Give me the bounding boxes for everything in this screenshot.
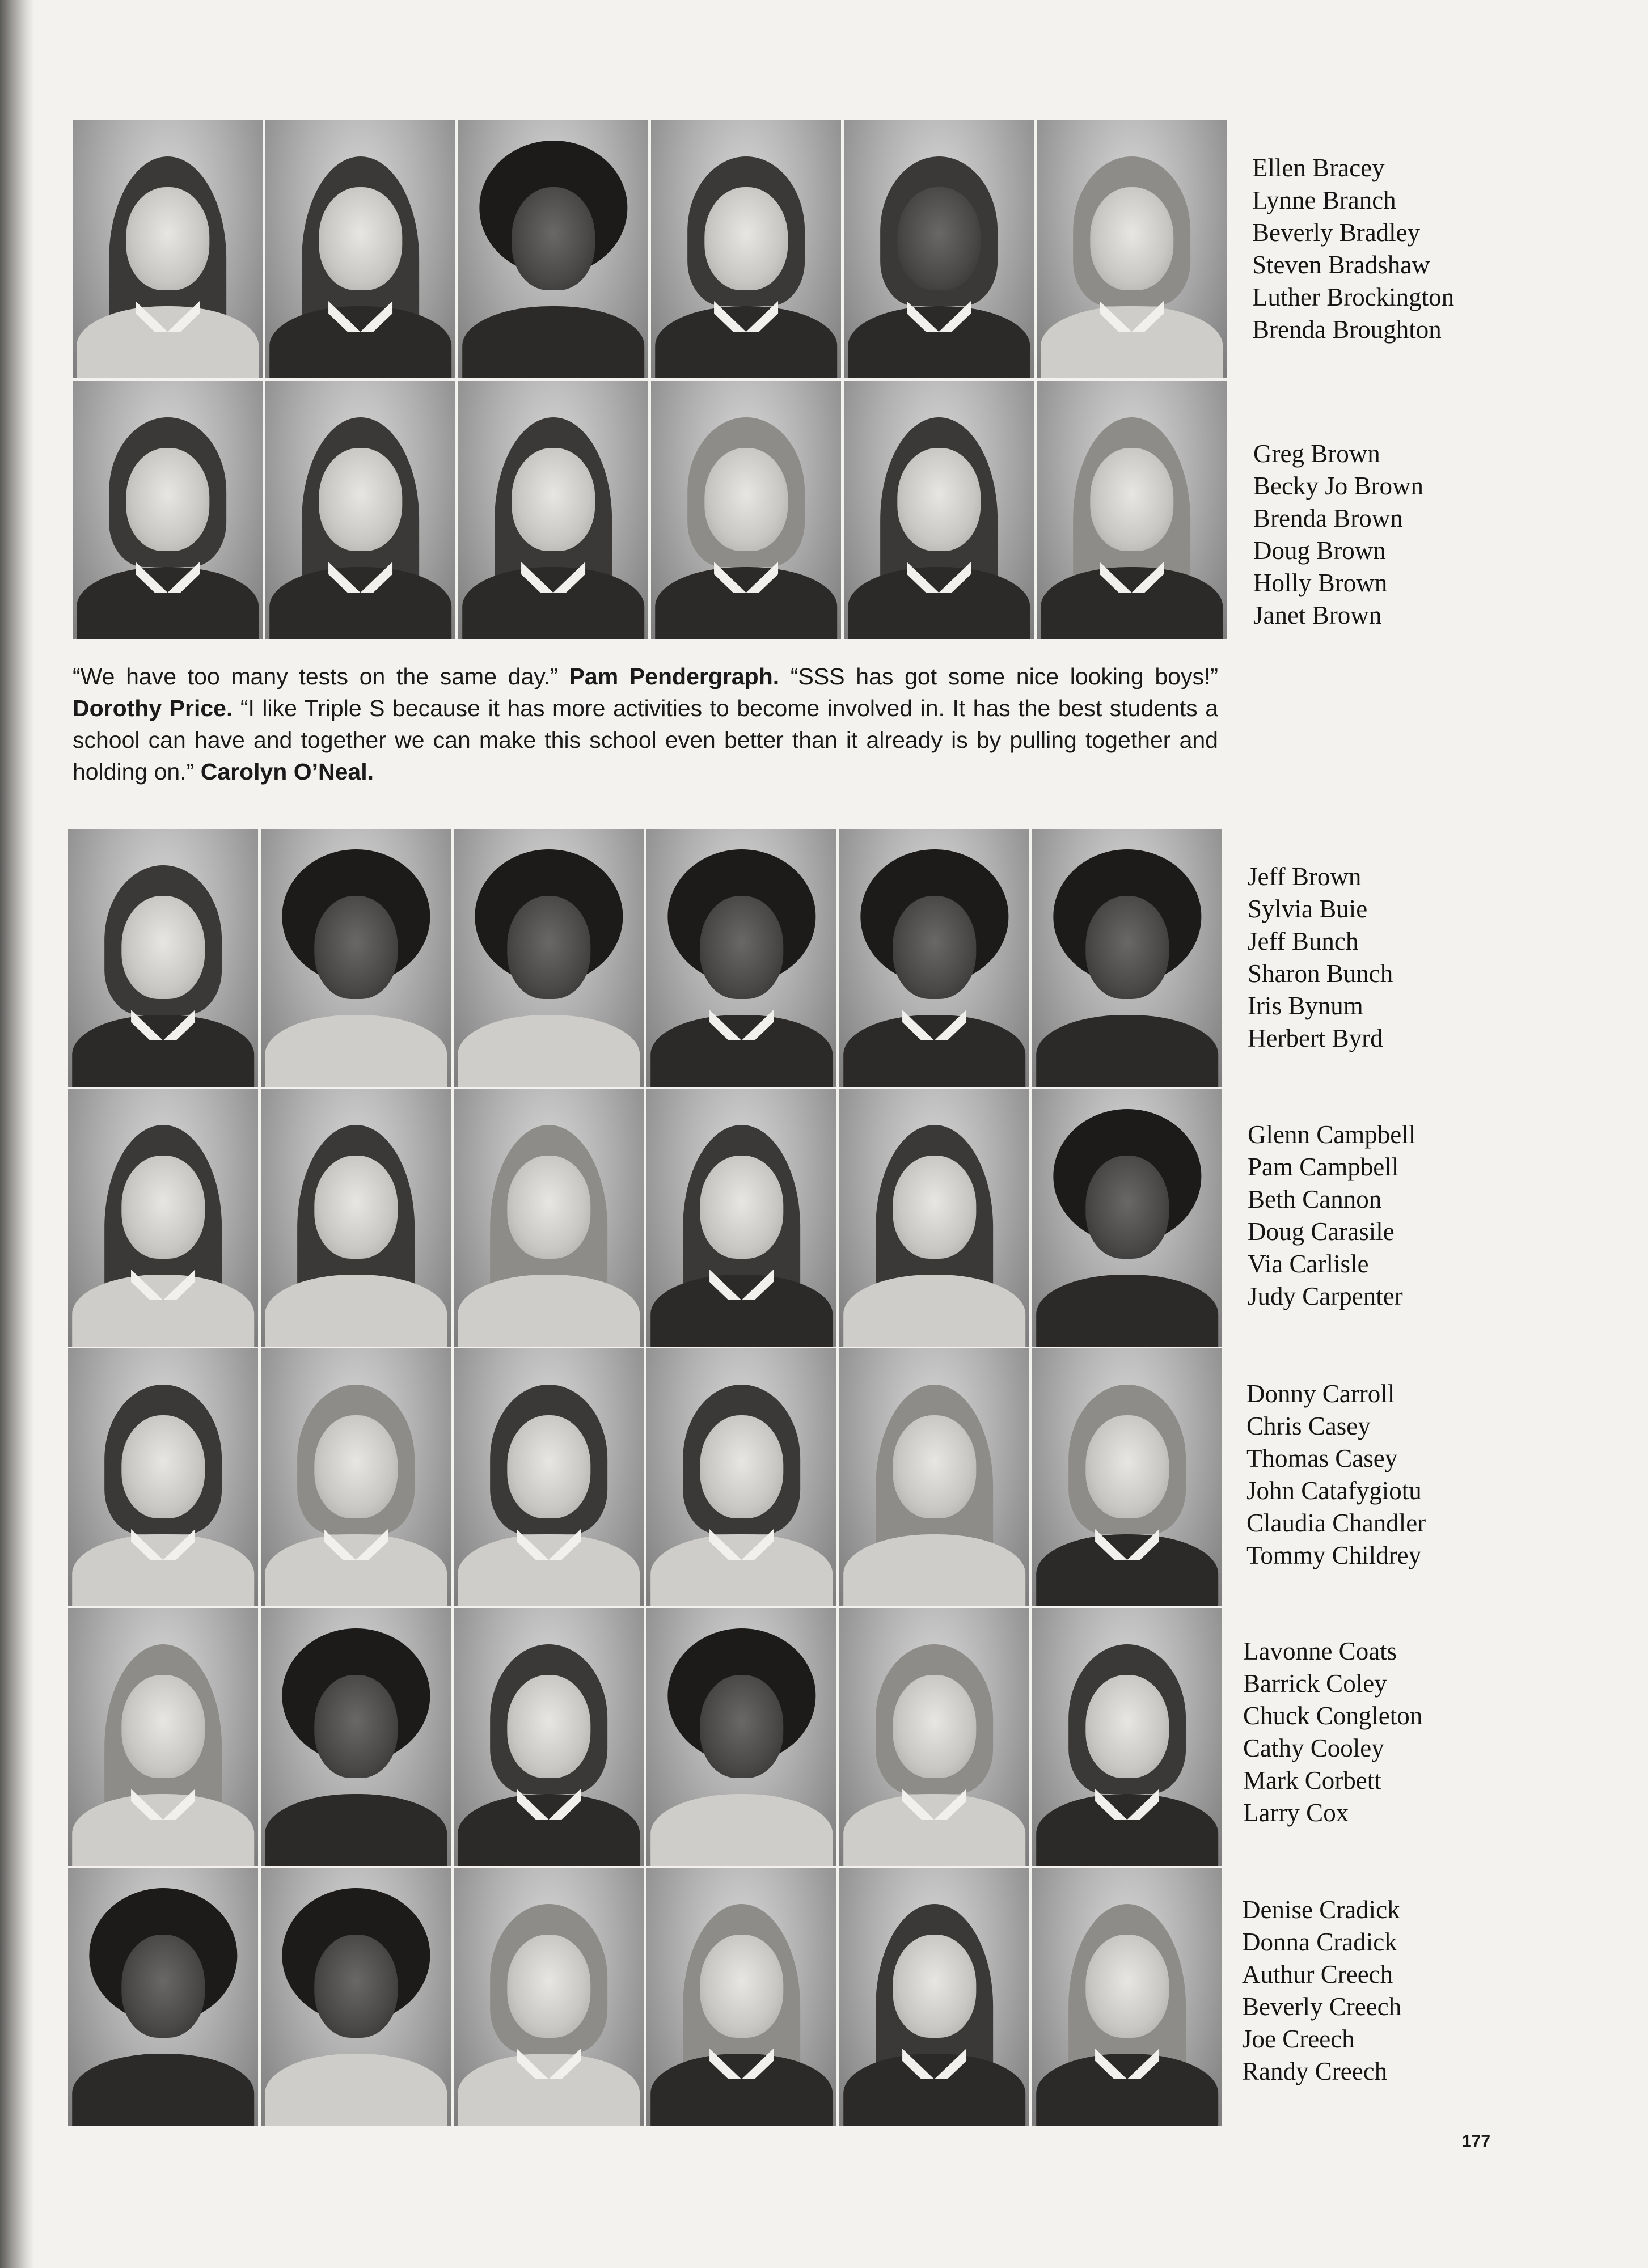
name-list	[1246, 1378, 1426, 1572]
portrait-photo	[839, 1089, 1029, 1347]
student-name: Ellen Bracey	[1252, 154, 1385, 182]
page-number: 177	[1462, 2132, 1491, 2151]
name-list	[1248, 1119, 1415, 1313]
quote-text: “I like Triple S because it has more activities to become involved in. It has the best students a school can have and together we can make this school even better than it already is by pulling together and holding on.”	[73, 695, 1219, 785]
portrait-photo	[646, 1348, 836, 1606]
student-name: Janet Brown	[1253, 601, 1382, 629]
portrait-photo	[458, 120, 648, 378]
quote-author: Pam Pendergraph.	[569, 663, 780, 689]
portrait-photo	[651, 120, 841, 378]
student-name: Joe Creech	[1242, 2025, 1355, 2053]
student-name: Cathy Cooley	[1243, 1734, 1384, 1762]
student-name: Becky Jo Brown	[1253, 472, 1423, 500]
name-list	[1252, 152, 1454, 346]
student-name: Judy Carpenter	[1248, 1282, 1403, 1310]
portrait-photo	[68, 1608, 258, 1866]
student-name: Beth Cannon	[1248, 1185, 1382, 1213]
portrait-photo	[646, 1089, 836, 1347]
name-list	[1253, 438, 1423, 632]
quote-author: Carolyn O’Neal.	[200, 759, 374, 785]
portrait-photo	[646, 1868, 836, 2126]
student-name: Thomas Casey	[1246, 1444, 1398, 1472]
student-name: Donny Carroll	[1246, 1380, 1395, 1408]
student-name: Greg Brown	[1253, 439, 1380, 468]
portrait-photo	[458, 381, 648, 639]
portrait-grid-top	[73, 120, 1216, 637]
portrait-photo	[261, 1348, 451, 1606]
name-list	[1243, 1635, 1422, 1829]
portrait-photo	[1032, 1608, 1222, 1866]
student-name: Authur Creech	[1242, 1960, 1393, 1988]
student-name: Holly Brown	[1253, 569, 1388, 597]
student-quotes	[73, 661, 1218, 788]
portrait-photo	[1032, 829, 1222, 1087]
quote-text: “We have too many tests on the same day.”	[73, 663, 558, 689]
student-name: Doug Brown	[1253, 536, 1386, 565]
student-name: Larry Cox	[1243, 1799, 1349, 1827]
student-name: Brenda Broughton	[1252, 315, 1442, 344]
portrait-photo	[844, 381, 1034, 639]
portrait-photo	[261, 1608, 451, 1866]
portrait-photo	[265, 381, 455, 639]
portrait-photo	[454, 1089, 644, 1347]
portrait-photo	[261, 1089, 451, 1347]
portrait-photo	[454, 1868, 644, 2126]
portrait-photo	[261, 1868, 451, 2126]
portrait-photo	[646, 829, 836, 1087]
portrait-photo	[73, 120, 263, 378]
student-name: Barrick Coley	[1243, 1669, 1387, 1698]
portrait-photo	[454, 829, 644, 1087]
student-name: John Catafygiotu	[1246, 1476, 1422, 1505]
portrait-photo	[1032, 1348, 1222, 1606]
portrait-photo	[68, 1348, 258, 1606]
student-name: Chris Casey	[1246, 1412, 1371, 1440]
student-name: Via Carlisle	[1248, 1250, 1369, 1278]
student-name: Beverly Creech	[1242, 1992, 1402, 2021]
name-list	[1248, 861, 1393, 1055]
student-name: Herbert Byrd	[1248, 1024, 1383, 1052]
student-name: Jeff Brown	[1248, 862, 1362, 891]
portrait-photo	[839, 829, 1029, 1087]
student-name: Denise Cradick	[1242, 1895, 1400, 1924]
quote-author: Dorothy Price.	[73, 695, 233, 721]
student-name: Chuck Congleton	[1243, 1702, 1423, 1730]
portrait-photo	[68, 829, 258, 1087]
student-name: Iris Bynum	[1248, 992, 1363, 1020]
portrait-photo	[1032, 1089, 1222, 1347]
student-name: Glenn Campbell	[1248, 1120, 1416, 1149]
portrait-photo	[839, 1608, 1029, 1866]
portrait-photo	[839, 1868, 1029, 2126]
student-name: Luther Brockington	[1252, 283, 1455, 311]
portrait-photo	[261, 829, 451, 1087]
student-name: Doug Carasile	[1248, 1217, 1395, 1246]
student-name: Beverly Bradley	[1252, 218, 1421, 247]
student-name: Randy Creech	[1242, 2057, 1388, 2085]
portrait-photo	[844, 120, 1034, 378]
portrait-photo	[73, 381, 263, 639]
portrait-photo	[68, 1868, 258, 2126]
student-name: Mark Corbett	[1243, 1766, 1381, 1795]
student-name: Pam Campbell	[1248, 1153, 1399, 1181]
page-binding-shadow	[0, 0, 34, 2268]
portrait-photo	[265, 120, 455, 378]
portrait-photo	[68, 1089, 258, 1347]
portrait-photo	[1032, 1868, 1222, 2126]
portrait-photo	[839, 1348, 1029, 1606]
portrait-photo	[1037, 381, 1227, 639]
student-name: Brenda Brown	[1253, 504, 1403, 532]
portrait-photo	[651, 381, 841, 639]
portrait-grid-bottom	[68, 829, 1211, 2122]
student-name: Jeff Bunch	[1248, 927, 1359, 955]
student-name: Lavonne Coats	[1243, 1637, 1397, 1665]
student-name: Lynne Branch	[1252, 186, 1396, 214]
portrait-photo	[454, 1608, 644, 1866]
student-name: Sylvia Buie	[1248, 895, 1368, 923]
student-name: Tommy Childrey	[1246, 1541, 1422, 1569]
portrait-photo	[454, 1348, 644, 1606]
portrait-photo	[646, 1608, 836, 1866]
name-list	[1242, 1894, 1401, 2088]
student-name: Donna Cradick	[1242, 1928, 1397, 1956]
quote-text: “SSS has got some nice looking boys!”	[790, 663, 1218, 689]
student-name: Sharon Bunch	[1248, 959, 1393, 988]
portrait-photo	[1037, 120, 1227, 378]
student-name: Steven Bradshaw	[1252, 251, 1430, 279]
student-name: Claudia Chandler	[1246, 1509, 1426, 1537]
